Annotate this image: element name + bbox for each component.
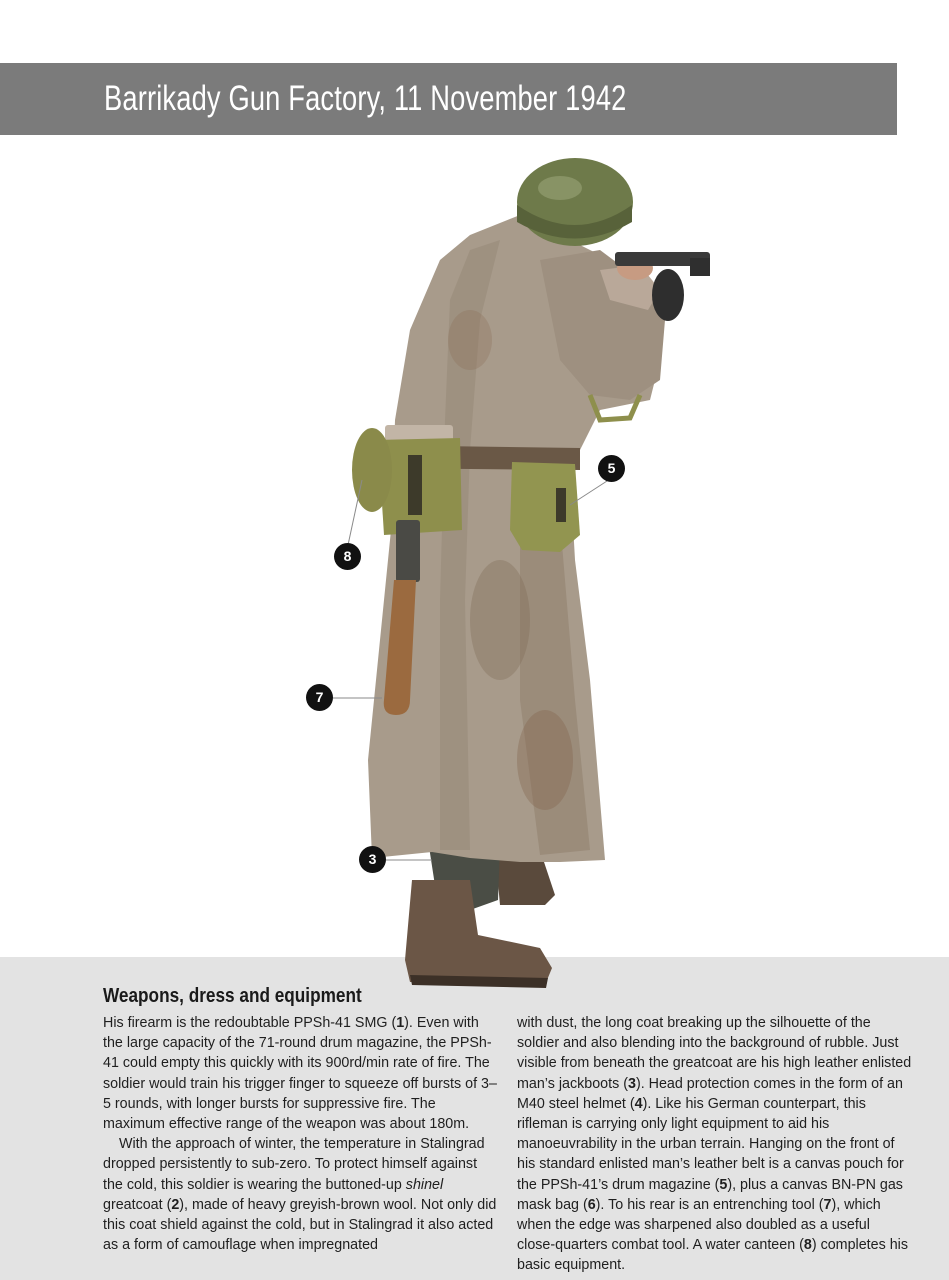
callout-3: 3 [359,846,386,873]
paragraph-3: with dust, the long coat breaking up the silhouette of the soldier and also blending into the background of rubble. Just visible from beneath the greatcoat are his high leather enlisted man’s jackboots (3). Head protection comes in the form of an M40 steel helmet (4). Like his German counterpart, this rifleman is carrying only light equipment to aid his manoeuvrability in the urban terrain. Hanging on the front of his standard enlisted man’s leather belt is a canvas pouch for the PPSh-41’s drum magazine (5), plus a canvas BN-PN gas mask bag (6). To his rear is an entrenching tool (7), which when the edge was sharpened also doubled as a useful close-quarters combat tool. A water canteen (8) completes his basic equipment. [517,1015,912,1274]
callout-5: 5 [598,455,625,482]
text-column-right [517,1013,912,1276]
text-column-left [103,1013,498,1255]
callout-8: 8 [334,543,361,570]
callout-7: 7 [306,684,333,711]
magazine-pouch [510,462,580,552]
paragraph-2: With the approach of winter, the temperature in Stalingrad dropped persistently to sub-zero. To protect himself against the cold, this soldier is wearing the buttoned-up shinel greatcoat (2), made of heavy greyish-brown wool. Not only did this coat shield against the cold, but in Stalingrad it also acted as a form of camouflage when impregnated [103,1136,497,1254]
paragraph-1: His firearm is the redoubtable PPSh-41 SMG (1). Even with the large capacity of the 71-round drum magazine, the PPSh-41 could empty this quickly with its 900rd/min rate of fire. The soldier would train his trigger finger to squeeze off bursts of 3–5 rounds, with longer bursts for suppressive fire. The maximum effective range of the weapon was about 180m. [103,1015,497,1133]
page-title: Barrikady Gun Factory, 11 November 1942 [104,79,627,118]
section-heading: Weapons, dress and equipment [103,985,362,1007]
ppsh-drum [652,269,684,321]
entrenching-tool-blade [396,520,420,582]
